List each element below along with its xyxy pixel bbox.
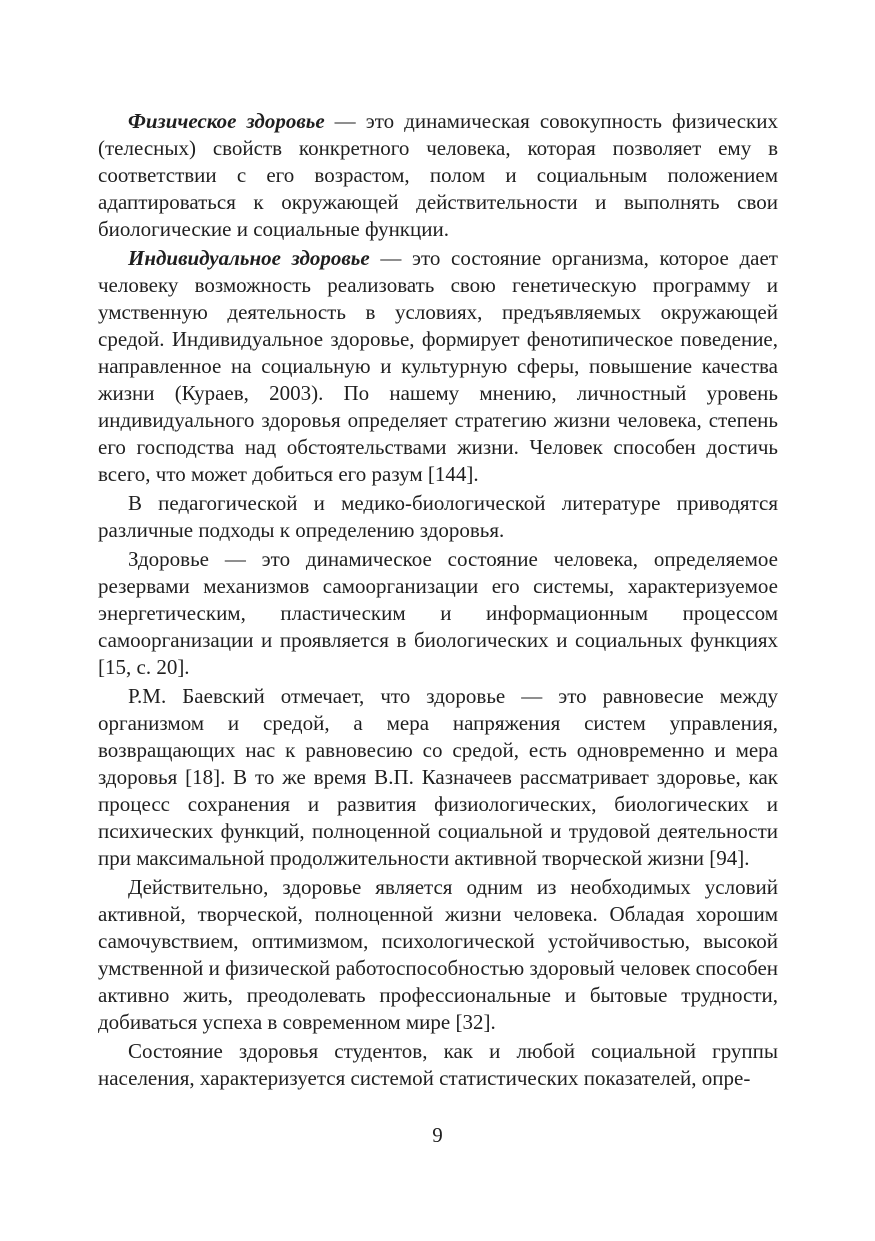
paragraph-students-health (98, 1038, 778, 1092)
paragraph-text: — это состояние организма, которое дает человеку возможность реализовать свою генетическую программу и умственную деятельность в условиях, предъявляемых окружающей средой. Индивидуальное здоровье, формирует фенотипическое поведение, направленное на социальную и культурную сферы, повышение качества жизни (Кураев, 2003). По нашему мнению, личностный уровень индивидуального здоровья определяет стратегию жизни человека, степень его господства над обстоятельствами жизни. Человек способен достичь всего, что может добиться его разум [144]. (98, 246, 778, 486)
paragraph-individual-health (98, 245, 778, 488)
paragraph-text: Действительно, здоровье является одним из необходимых условий активной, творческой, полноценной жизни человека. Обладая хорошим самочувствием, оптимизмом, психологической устойчивостью, высокой умственной и физической работоспособностью здоровый человек способен активно жить, преодолевать профессиональные и бытовые трудности, добиваться успеха в современном мире [32]. (98, 875, 778, 1034)
term-individual-health: Индивидуальное здоровье (128, 246, 370, 270)
term-physical-health: Физическое здоровье (128, 109, 325, 133)
page-body (98, 108, 778, 1092)
paragraph-text: — это динамическая совокупность физических (телесных) свойств конкретного человека, которая позволяет ему в соответствии с его возрастом, полом и социальным положением адаптироваться к окружающей действительности и выполнять свои биологические и социальные функции. (98, 109, 778, 241)
paragraph-physical-health (98, 108, 778, 243)
paragraph-baevsky (98, 683, 778, 872)
page-number: 9 (432, 1123, 443, 1147)
paragraph-approaches (98, 490, 778, 544)
paragraph-text: Здоровье — это динамическое состояние человека, определяемое резервами механизмов самоорганизации его системы, характеризуемое энергетическим, пластическим и информационным процессом самоорганизации и проявляется в биологических и социальных функциях [15, с. 20]. (98, 547, 778, 679)
paragraph-health-definition (98, 546, 778, 681)
paragraph-text: В педагогической и медико-биологической литературе приводятся различные подходы к определению здоровья. (98, 491, 778, 542)
paragraph-text: Состояние здоровья студентов, как и любой социальной группы населения, характеризуется системой статистических показателей, опре- (98, 1039, 778, 1090)
paragraph-text: Р.М. Баевский отмечает, что здоровье — это равновесие между организмом и средой, а мера напряжения систем управления, возвращающих нас к равновесию со средой, есть одновременно и мера здоровья [18]. В то же время В.П. Казначеев рассматривает здоровье, как процесс сохранения и развития физиологических, биологических и психических функций, полноценной социальной и трудовой деятельности при максимальной продолжительности активной творческой жизни [94]. (98, 684, 778, 870)
paragraph-conditions (98, 874, 778, 1036)
